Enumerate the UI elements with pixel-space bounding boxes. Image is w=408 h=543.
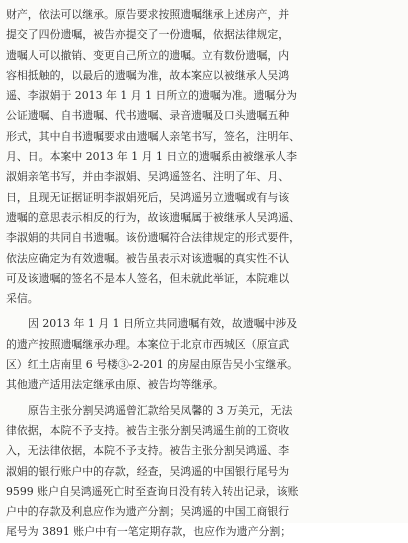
- text-line: 形式，其中自书遗嘱要求由遗嘱人亲笔书写，签名，注明年、: [6, 129, 301, 143]
- text-line: 日，且现无证据证明李淑娟死后，吴鸿遥另立遗嘱或有与该: [6, 190, 290, 204]
- text-line: 其他遗产适用法定继承由原、被告均等继承。: [6, 378, 224, 392]
- text-line: 月、日。本案中 2013 年 1 月 1 日立的遗嘱系由被继承人李: [6, 150, 298, 164]
- text-line: 原告主张分割吴鸿遥曾汇款给吴凤馨的 3 万美元，无法: [28, 403, 293, 417]
- text-line: 律依据，本院不予支持。被告主张分割吴鸿遥生前的工资收: [6, 423, 290, 437]
- text-line: 依法应确定为有效遗嘱。被告虽表示对该遗嘱的真实性不认: [6, 251, 290, 265]
- text-line: 采信。: [6, 292, 39, 306]
- text-line: 财产，依法可以继承。原告要求按照遗嘱继承上述房产，并: [6, 8, 290, 21]
- paragraph-1: [6, 5, 404, 309]
- text-line: 遗嘱人可以撤销、变更自己所立的遗嘱。立有数份遗嘱，内: [6, 48, 290, 62]
- text-line: 公证遗嘱、自书遗嘱、代书遗嘱、录音遗嘱及口头遗嘱五种: [6, 109, 290, 123]
- text-line: 入，无法律依据，本院不予支持。被告主张分割吴鸿遥、李: [6, 444, 290, 458]
- text-line: 户中的存款及利息应作为遗产分割；吴鸿遥的中国工商银行: [6, 505, 290, 519]
- text-line: 淑娟亲笔书写，并由李淑娟、吴鸿遥签名、注明了年、月、: [6, 170, 290, 184]
- paragraph-2: [6, 314, 404, 395]
- text-line: 可及该遗嘱的签名不是本人签名，但未就此举证，本院难以: [6, 271, 290, 285]
- text-line: 的遗产按照遗嘱继承办理。本案位于北京市西城区（原宣武: [6, 337, 290, 351]
- text-line: 因 2013 年 1 月 1 日所立共同遗嘱有效，故遗嘱中涉及: [28, 317, 298, 331]
- text-line: 提交了四份遗嘱，被告亦提交了一份遗嘱，依据法律规定，: [6, 28, 290, 42]
- text-line: 遗嘱的意思表示相反的行为，故该遗嘱属于被继承人吴鸿遥、: [6, 210, 301, 224]
- text-line: 李淑娟的共同自书遗嘱。该份遗嘱符合法律规定的形式要件，: [6, 231, 301, 245]
- document-body: [6, 5, 404, 543]
- text-line: 遥、李淑娟于 2013 年 1 月 1 日所立的遗嘱为准。遗嘱分为: [6, 89, 298, 103]
- text-line: 尾号为 3891 账户中有一笔定期存款，也应作为遗产分割；: [6, 525, 292, 539]
- text-line: 9599 账户自吴鸿遥死亡时至查询日没有转入转出记录，该账: [6, 484, 299, 498]
- paragraph-3: [6, 401, 404, 543]
- text-line: 淑娟的银行账户中的存款，经查，吴鸿遥的中国银行尾号为: [6, 464, 290, 478]
- text-line: 区）红土店南里 6 号楼③-2-201 的房屋由原告吴小宝继承。: [6, 358, 298, 372]
- text-line: 容相抵触的，以最后的遗嘱为准，故本案应以被继承人吴鸿: [6, 68, 290, 82]
